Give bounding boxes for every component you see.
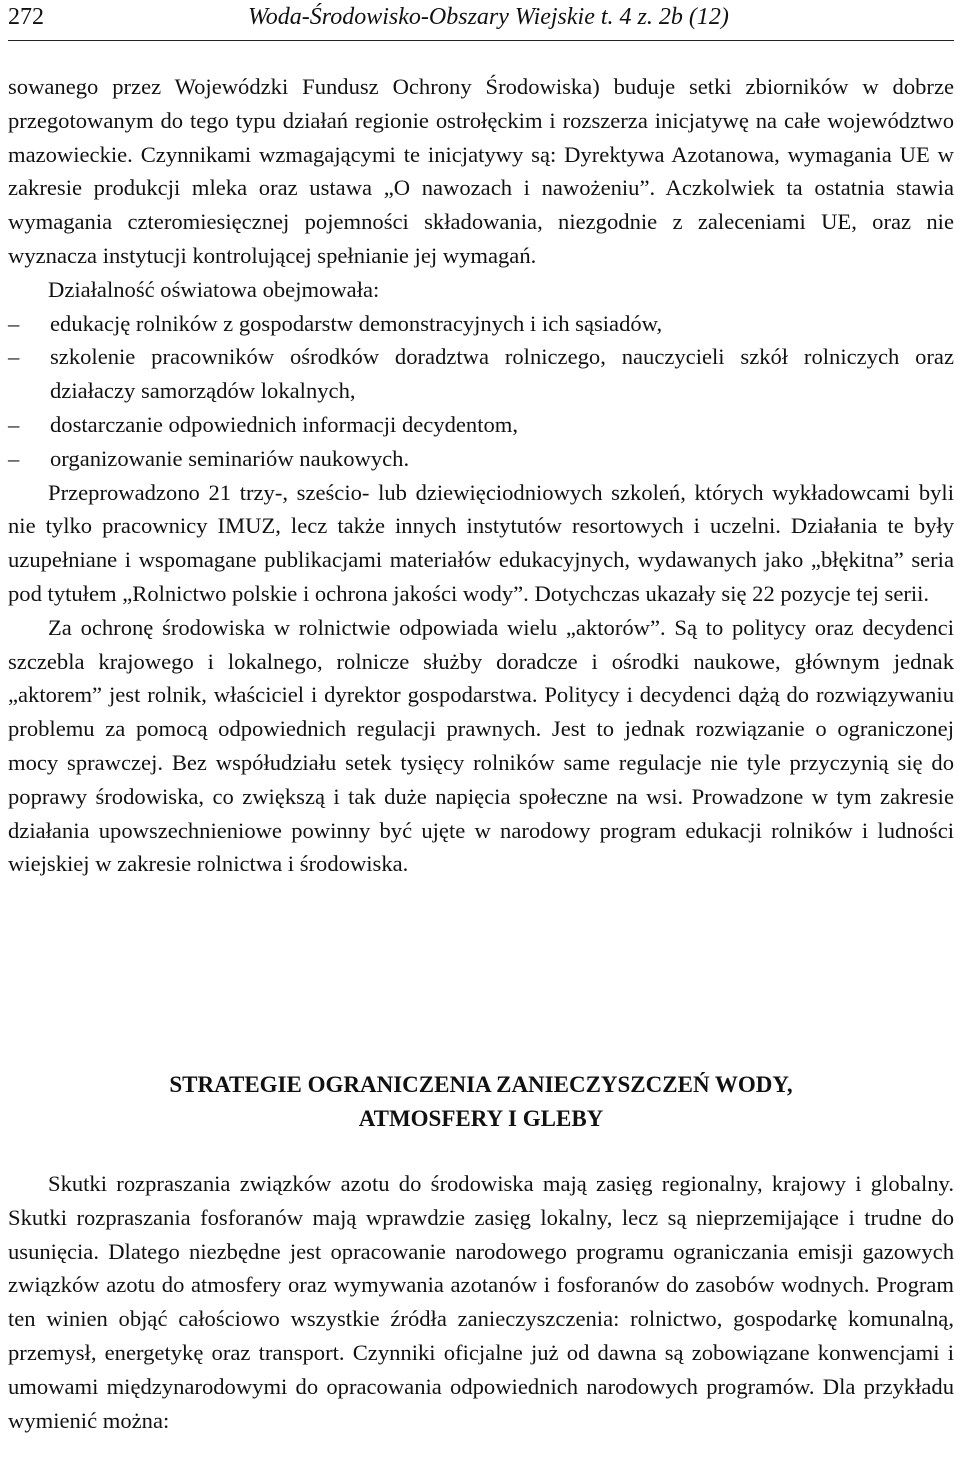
list-item bbox=[8, 442, 954, 476]
page-number: 272 bbox=[8, 4, 44, 30]
list-item-text: organizowanie seminariów naukowych. bbox=[50, 445, 410, 471]
list-item-text: dostarczanie odpowiednich informacji decydentom, bbox=[50, 411, 519, 437]
page-header bbox=[8, 0, 954, 42]
list-item bbox=[8, 408, 954, 442]
section-heading bbox=[8, 1068, 954, 1136]
list-item bbox=[8, 307, 954, 341]
list-item-text: edukację rolników z gospodarstw demonstracyjnych i ich sąsiadów, bbox=[50, 310, 663, 336]
list-dash: – bbox=[8, 344, 20, 370]
main-text-block bbox=[8, 70, 954, 881]
list-dash: – bbox=[8, 411, 20, 437]
section-text-block bbox=[8, 1167, 954, 1437]
section-heading-line2: ATMOSFERY I GLEBY bbox=[358, 1106, 604, 1131]
education-list bbox=[8, 307, 954, 476]
intro-paragraph: sowanego przez Wojewódzki Fundusz Ochrony Środowiska) buduje setki zbiorników w dobrze przegotowanym do tego typu działań regionie ostrołęckim i rozszerza inicjatywę na całe województwo mazowieckie. Czynnikami wzmagającymi te inicjatywy są: Dyrektywa Azotanowa, wymagania UE w zakresie produkcji mleka oraz ustawa „O nawozach i nawożeniu”. Aczkolwiek ta ostatnia stawia wymagania czteromiesięcznej pojemności składowania, niezgodnie z zaleceniami UE, oraz nie wyznacza instytucji kontrolującej spełnianie jej wymagań. bbox=[8, 74, 954, 268]
section-heading-line1: STRATEGIE OGRANICZENIA ZANIECZYSZCZEŃ WODY, bbox=[169, 1072, 793, 1097]
document-page bbox=[8, 0, 954, 1433]
education-intro: Działalność oświatowa obejmowała: bbox=[48, 276, 380, 302]
list-dash: – bbox=[8, 310, 20, 336]
list-dash: – bbox=[8, 445, 20, 471]
actors-paragraph: Za ochronę środowiska w rolnictwie odpowiada wielu „aktorów”. Są to politycy oraz decydenci szczebla krajowego i lokalnego, rolnicze służby doradcze i ośrodki naukowe, głównym jednak „aktorem” jest rolnik, właściciel i dyrektor gospodarstwa. Politycy i decydenci dążą do rozwiązywaniu problemu za pomocą odpowiednich regulacji prawnych. Jest to jednak rozwiązanie o ograniczonej mocy sprawczej. Bez współudziału setek tysięcy rolników same regulacje nie tyle przyczynią się do poprawy środowiska, co zwiększą i tak duże napięcia społeczne na wsi. Prowadzone w tym zakresie działania upowszechnieniowe powinny być ujęte w narodowy program edukacji rolników i ludności wiejskiej w zakresie rolnictwa i środowiska. bbox=[8, 614, 954, 877]
training-paragraph: Przeprowadzono 21 trzy-, sześcio- lub dziewięciodniowych szkoleń, których wykładowcami byli nie tylko pracownicy IMUZ, lecz także innych instytutów resortowych i uczelni. Działania te były uzupełniane i wspomagane publikacjami materiałów edukacyjnych, wydawanych jako „błękitna” seria pod tytułem „Rolnictwo polskie i ochrona jakości wody”. Dotychczas ukazały się 22 pozycje tej serii. bbox=[8, 479, 954, 606]
list-item-text: szkolenie pracowników ośrodków doradztwa rolniczego, nauczycieli szkół rolniczych oraz działaczy samorządów lokalnych, bbox=[50, 344, 954, 404]
list-item bbox=[8, 340, 954, 408]
running-title: Woda-Środowisko-Obszary Wiejskie t. 4 z. 2b (12) bbox=[248, 4, 729, 30]
strategy-paragraph: Skutki rozpraszania związków azotu do środowiska mają zasięg regionalny, krajowy i globalny. Skutki rozpraszania fosforanów mają wprawdzie zasięg lokalny, lecz są nieprzemijające i trudne do usunięcia. Dlatego niezbędne jest opracowanie narodowego programu ograniczania emisji gazowych związków azotu do atmosfery oraz wymywania azotanów i fosforanów do zasobów wodnych. Program ten winien objąć całościowo wszystkie źródła zanieczyszczenia: rolnictwo, gospodarkę komunalną, przemysł, energetykę oraz transport. Czynniki oficjalne już od dawna są zobowiązane konwencjami i umowami międzynarodowymi do opracowania odpowiednich narodowych programów. Dla przykładu wymienić można: bbox=[8, 1171, 954, 1433]
header-rule bbox=[8, 40, 954, 41]
